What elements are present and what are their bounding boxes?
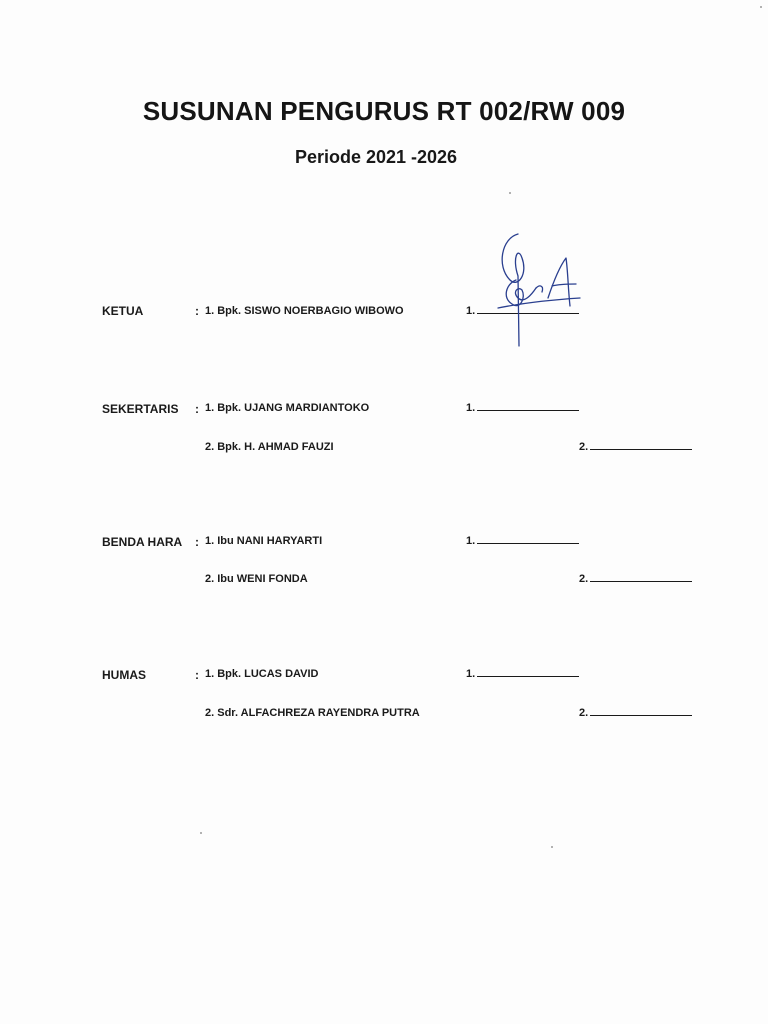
signature-line [579,707,692,719]
signature-line [579,441,692,453]
signature-number: 1. [466,402,476,414]
signature-number: 2. [579,707,589,719]
signature-line [466,535,579,547]
signature-blank [590,714,692,716]
signature-number: 2. [579,573,589,585]
signature-number: 2. [579,441,589,453]
role-label-sekertaris: SEKERTARIS [102,402,179,416]
signature-number: 1. [466,535,476,547]
signature-blank [477,542,579,544]
member-name: 1. Bpk. UJANG MARDIANTOKO [205,402,370,414]
scan-speck [760,6,762,8]
signature-blank [590,448,692,450]
signature-line [466,402,579,414]
scan-speck [200,832,202,834]
role-label-bendahara: BENDA HARA [102,535,183,549]
member-name: 1. Bpk. SISWO NOERBAGIO WIBOWO [205,305,404,317]
role-label-humas: HUMAS [102,668,146,682]
role-colon: : [195,668,199,682]
scan-speck [551,846,553,848]
signature-blank [590,580,692,582]
signature-line [466,668,579,680]
role-label-ketua: KETUA [102,304,144,318]
page-subtitle: Periode 2021 -2026 [294,147,458,167]
role-colon: : [195,402,199,416]
member-name: 1. Bpk. LUCAS DAVID [205,668,319,680]
scan-speck [509,192,511,194]
member-name: 1. Ibu NANI HARYARTI [205,535,323,547]
member-name: 2. Ibu WENI FONDA [205,573,308,585]
handwritten-signature [488,228,588,348]
signature-number: 1. [466,305,476,317]
role-colon: : [195,304,199,318]
role-colon: : [195,535,199,549]
signature-number: 1. [466,668,476,680]
member-name: 2. Sdr. ALFACHREZA RAYENDRA PUTRA [205,707,420,719]
member-name: 2. Bpk. H. AHMAD FAUZI [205,441,334,453]
page-title: SUSUNAN PENGURUS RT 002/RW 009 [142,96,626,126]
signature-blank [477,409,579,411]
signature-blank [477,675,579,677]
signature-line [579,573,692,585]
